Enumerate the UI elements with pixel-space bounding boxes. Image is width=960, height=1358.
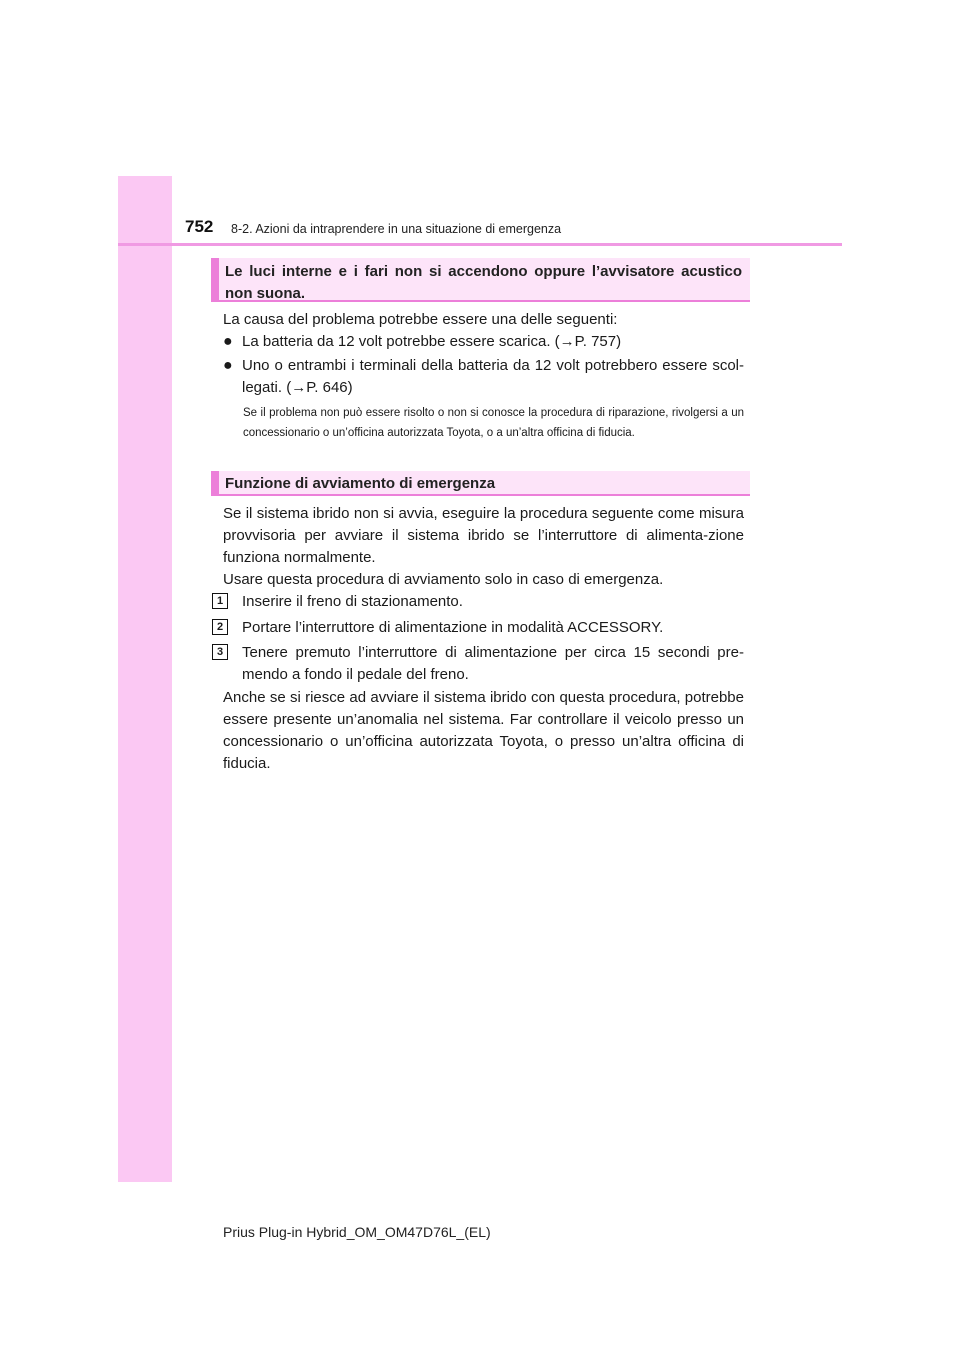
bullet-text: Uno o entrambi i terminali della batteria da 12 volt potrebbero essere scol-legati. (→P. 646) <box>242 357 744 396</box>
section-heading-lights: Le luci interne e i fari non si accendono oppure l’avvisatore acustico non suona. <box>211 258 750 302</box>
section2-intro-note: Usare questa procedura di avviamento solo in caso di emergenza. <box>223 571 664 588</box>
section1-note: Se il problema non può essere risolto o non si conosce la procedura di riparazione, rivolgersi a un concessionario o un’officina autorizzata Toyota, o a un’altra officina di fiducia. <box>243 407 744 439</box>
page-footer: Prius Plug-in Hybrid_OM_OM47D76L_(EL) <box>223 1224 491 1240</box>
step-number-1: 1 <box>212 593 228 609</box>
bullet-item <box>223 355 744 399</box>
step-text: Inserire il freno di stazionamento. <box>242 593 463 610</box>
step-number-3: 3 <box>212 644 228 660</box>
bullet-text: La batteria da 12 volt potrebbe essere scarica. (→P. 757) <box>242 333 622 350</box>
step-item <box>212 617 744 639</box>
step-text: Tenere premuto l’interruttore di alimentazione per circa 15 secondi pre-mendo a fondo il pedale del freno. <box>242 644 744 683</box>
section2-outro: Anche se si riesce ad avviare il sistema ibrido con questa procedura, potrebbe essere presente un’anomalia nel sistema. Far controllare il veicolo presso un concessionario o un’officina autorizzata Toyota, o presso un’altra officina di fiducia. <box>223 689 744 772</box>
step-number-2: 2 <box>212 619 228 635</box>
chapter-side-band <box>118 176 172 1182</box>
section1-intro: La causa del problema potrebbe essere una delle seguenti: <box>223 311 618 328</box>
bullet-dot-icon: ● <box>223 333 233 350</box>
section-heading-emergency-start: Funzione di avviamento di emergenza <box>211 471 750 496</box>
header-rule <box>118 243 842 246</box>
section2-intro: Se il sistema ibrido non si avvia, eseguire la procedura seguente come misura provvisoria per avviare il sistema ibrido se l’interruttore di alimenta-zione funziona normalmente. <box>223 505 744 566</box>
step-text: Portare l’interruttore di alimentazione in modalità ACCESSORY. <box>242 619 664 636</box>
page-number: 752 <box>185 217 214 236</box>
section-header: 8-2. Azioni da intraprendere in una situazione di emergenza <box>231 222 562 236</box>
bullet-dot-icon: ● <box>223 357 233 374</box>
step-item <box>212 591 744 613</box>
step-item <box>212 642 744 686</box>
bullet-item <box>223 331 744 353</box>
